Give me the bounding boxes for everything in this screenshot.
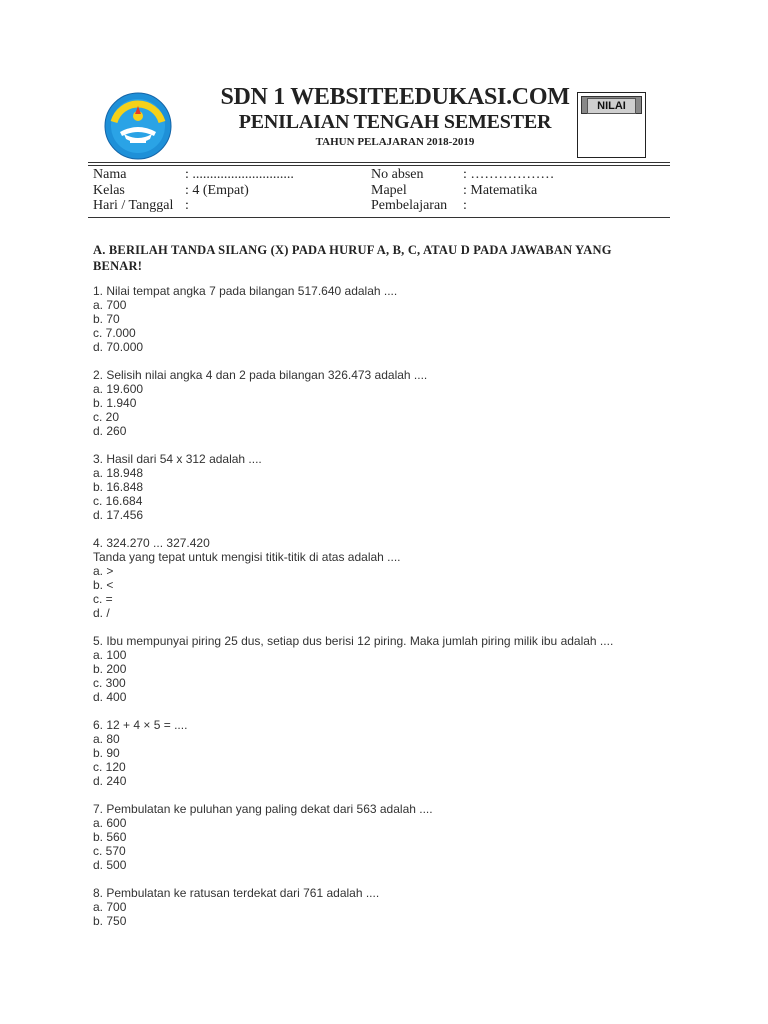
student-info-left (93, 167, 294, 214)
info-row-nama: Nama : ............................. (93, 167, 294, 182)
answer-option[interactable]: a. 700 (93, 900, 127, 914)
answer-option[interactable]: a. 100 (93, 648, 127, 662)
question-text: Tanda yang tepat untuk mengisi titik-titik di atas adalah .... (93, 550, 401, 564)
question-text: 3. Hasil dari 54 x 312 adalah .... (93, 452, 262, 466)
info-row-pembelajaran: Pembelajaran : (371, 198, 467, 213)
question-6 (93, 718, 693, 788)
question-5 (93, 634, 693, 704)
answer-option[interactable]: b. 200 (93, 662, 127, 676)
school-name: SDN 1 WEBSITEEDUKASI.COM (220, 84, 570, 110)
question-4 (93, 536, 693, 620)
question-text: 8. Pembulatan ke ratusan terdekat dari 761 adalah .... (93, 886, 380, 900)
answer-option[interactable]: b. < (93, 578, 114, 592)
answer-option[interactable]: b. 90 (93, 746, 120, 760)
answer-option[interactable]: b. 70 (93, 312, 120, 326)
question-text: 1. Nilai tempat angka 7 pada bilangan 517.640 adalah .... (93, 284, 398, 298)
question-text: 4. 324.270 ... 327.420 (93, 536, 210, 550)
question-text: 5. Ibu mempunyai piring 25 dus, setiap dus berisi 12 piring. Maka jumlah piring milik ibu adalah .... (93, 634, 614, 648)
answer-option[interactable]: d. 17.456 (93, 508, 144, 522)
question-3 (93, 452, 693, 522)
answer-option[interactable]: d. / (93, 606, 110, 620)
question-8 (93, 886, 693, 928)
answer-option[interactable]: c. 570 (93, 844, 126, 858)
answer-option[interactable]: a. 18.948 (93, 466, 144, 480)
question-text: 7. Pembulatan ke puluhan yang paling dekat dari 563 adalah .... (93, 802, 433, 816)
question-list (93, 284, 693, 942)
answer-option[interactable]: a. 19.600 (93, 382, 144, 396)
answer-option[interactable]: d. 260 (93, 424, 127, 438)
answer-option[interactable]: b. 16.848 (93, 480, 144, 494)
question-text: 2. Selisih nilai angka 4 dan 2 pada bilangan 326.473 adalah .... (93, 368, 428, 382)
answer-option[interactable]: d. 240 (93, 774, 127, 788)
exam-title: PENILAIAN TENGAH SEMESTER (238, 111, 552, 133)
question-7 (93, 802, 693, 872)
score-box[interactable] (577, 92, 646, 158)
info-row-mapel: Mapel : Matematika (371, 182, 538, 198)
answer-option[interactable]: d. 70.000 (93, 340, 144, 354)
header-divider-bottom (88, 165, 670, 166)
header-divider-top (88, 162, 670, 163)
answer-option[interactable]: c. 20 (93, 410, 120, 424)
answer-option[interactable]: b. 1.940 (93, 396, 137, 410)
answer-option[interactable]: b. 750 (93, 914, 127, 928)
question-text: 6. 12 + 4 × 5 = .... (93, 718, 188, 732)
question-1 (93, 284, 693, 354)
answer-option[interactable]: b. 560 (93, 830, 127, 844)
info-divider (88, 217, 670, 218)
answer-option[interactable]: c. 7.000 (93, 326, 136, 340)
answer-option[interactable]: d. 400 (93, 690, 127, 704)
answer-option[interactable]: a. 600 (93, 816, 127, 830)
academic-year: TAHUN PELAJARAN 2018-2019 (315, 136, 475, 148)
answer-option[interactable]: a. > (93, 564, 114, 578)
info-row-kelas: Kelas : 4 (Empat) (93, 182, 249, 198)
question-2 (93, 368, 693, 438)
answer-option[interactable]: c. 300 (93, 676, 126, 690)
answer-option[interactable]: a. 700 (93, 298, 127, 312)
answer-option[interactable]: d. 500 (93, 858, 127, 872)
answer-option[interactable]: c. 16.684 (93, 494, 143, 508)
answer-option[interactable]: a. 80 (93, 732, 120, 746)
answer-option[interactable]: c. 120 (93, 760, 126, 774)
student-info-right (371, 167, 554, 214)
info-row-no-absen: No absen : ……………… (371, 167, 555, 182)
section-instruction: A. BERILAH TANDA SILANG (X) PADA HURUF A, B, C, ATAU D PADA JAWABAN YANG BENAR! (93, 243, 612, 273)
info-row-hari-tanggal: Hari / Tanggal : (93, 198, 189, 213)
score-label: NILAI (581, 96, 642, 114)
answer-option[interactable]: c. = (93, 592, 113, 606)
